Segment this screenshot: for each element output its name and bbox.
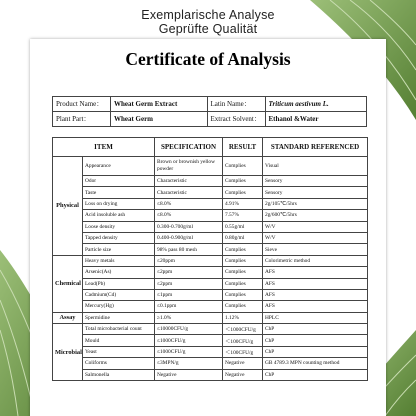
latin-name-label: Latin Name： xyxy=(207,97,265,112)
category-chemical: Chemical xyxy=(53,255,83,312)
row-item: Spermidine xyxy=(83,312,155,323)
row-result: Complies xyxy=(223,255,263,266)
plant-part-value: Wheat Germ xyxy=(110,112,207,127)
category-assay: Assay xyxy=(53,312,83,323)
row-result: ＜100CFU/g xyxy=(223,346,263,357)
row-standard: Colorimetric method xyxy=(263,255,368,266)
row-spec: ≤2ppm xyxy=(155,278,223,289)
header-line-2: Geprüfte Qualität xyxy=(158,22,258,36)
header-specification: SPECIFICATION xyxy=(155,138,223,157)
row-standard: HPLC xyxy=(263,312,368,323)
table-row xyxy=(53,210,368,221)
row-standard: Sieve xyxy=(263,244,368,255)
row-standard: Sensory xyxy=(263,176,368,187)
row-result: ＜100CFU/g xyxy=(223,335,263,346)
row-item: Lead(Pb) xyxy=(83,278,155,289)
table-row xyxy=(53,232,368,243)
table-row xyxy=(53,358,368,369)
row-standard: AFS xyxy=(263,301,368,312)
row-standard: ChP xyxy=(263,346,368,357)
extract-solvent-value: Ethanol &Water xyxy=(265,112,366,127)
row-standard: AFS xyxy=(263,289,368,300)
row-standard: ChP xyxy=(263,335,368,346)
table-row xyxy=(53,187,368,198)
row-result: Complies xyxy=(223,244,263,255)
table-row xyxy=(53,221,368,232)
row-result: Complies xyxy=(223,267,263,278)
row-standard: 2g/600℃/5hrs xyxy=(263,210,368,221)
row-spec: 0.400-0.900g/ml xyxy=(155,232,223,243)
row-result: Negative xyxy=(223,358,263,369)
row-item: Salmonella xyxy=(83,369,155,380)
row-spec: ≤10000CFU/g xyxy=(155,324,223,335)
row-standard: GB 4789.3 MPN counting method xyxy=(263,358,368,369)
row-standard: ChP xyxy=(263,369,368,380)
row-spec: Negative xyxy=(155,369,223,380)
row-spec: ≤8.0% xyxy=(155,210,223,221)
table-row xyxy=(53,335,368,346)
category-physical: Physical xyxy=(53,157,83,256)
row-result: Complies xyxy=(223,157,263,176)
row-item: Odor xyxy=(83,176,155,187)
row-standard: ChP xyxy=(263,324,368,335)
row-standard: AFS xyxy=(263,267,368,278)
info-row xyxy=(53,112,367,127)
table-row xyxy=(53,324,368,335)
plant-part-label: Plant Part： xyxy=(53,112,111,127)
row-result: Complies xyxy=(223,187,263,198)
row-standard: Sensory xyxy=(263,187,368,198)
specification-table xyxy=(52,137,368,381)
table-row xyxy=(53,244,368,255)
row-item: Coliforms xyxy=(83,358,155,369)
table-row xyxy=(53,289,368,300)
table-row xyxy=(53,312,368,323)
row-spec: ≤1ppm xyxy=(155,289,223,300)
row-item: Appearance xyxy=(83,157,155,176)
row-spec: Characteristic xyxy=(155,187,223,198)
table-row xyxy=(53,198,368,209)
table-row xyxy=(53,369,368,380)
row-spec: 0.300-0.700g/ml xyxy=(155,221,223,232)
product-name-value: Wheat Germ Extract xyxy=(110,97,207,112)
row-item: Arsenic(As) xyxy=(83,267,155,278)
table-header-row xyxy=(53,138,368,157)
row-item: Loss on drying xyxy=(83,198,155,209)
row-item: Heavy metals xyxy=(83,255,155,266)
row-result: Complies xyxy=(223,176,263,187)
row-item: Mercury(Hg) xyxy=(83,301,155,312)
certificate-sheet xyxy=(30,39,386,416)
row-spec: ≤1000CFU/g xyxy=(155,335,223,346)
row-result: Complies xyxy=(223,289,263,300)
row-item: Mould xyxy=(83,335,155,346)
table-row xyxy=(53,176,368,187)
row-spec: ≤0.1ppm xyxy=(155,301,223,312)
latin-name-value: Triticum aestivum L. xyxy=(265,97,366,112)
table-row xyxy=(53,157,368,176)
row-standard: Visual xyxy=(263,157,368,176)
info-row xyxy=(53,97,367,112)
header-item: ITEM xyxy=(53,138,155,157)
row-spec: 98% pass 80 mesh xyxy=(155,244,223,255)
row-standard: 2g/105℃/5hrs xyxy=(263,198,368,209)
table-row xyxy=(53,267,368,278)
row-result: 0.80g/ml xyxy=(223,232,263,243)
table-row xyxy=(53,301,368,312)
row-result: ＜1000CFU/g xyxy=(223,324,263,335)
row-result: Negative xyxy=(223,369,263,380)
row-item: Acid insoluble ash xyxy=(83,210,155,221)
row-item: Cadmium(Cd) xyxy=(83,289,155,300)
row-result: 7.57% xyxy=(223,210,263,221)
row-standard: W/V xyxy=(263,232,368,243)
header-standard: STANDARD REFERENCED xyxy=(263,138,368,157)
row-standard: W/V xyxy=(263,221,368,232)
row-item: Loose density xyxy=(83,221,155,232)
row-standard: AFS xyxy=(263,278,368,289)
row-spec: ≥1.0% xyxy=(155,312,223,323)
product-name-label: Product Name： xyxy=(53,97,111,112)
row-result: 0.55g/ml xyxy=(223,221,263,232)
row-item: Total microbacterial count xyxy=(83,324,155,335)
row-item: Taste xyxy=(83,187,155,198)
product-info-table xyxy=(52,96,367,127)
row-spec: ≤20ppm xyxy=(155,255,223,266)
row-spec: ≤2ppm xyxy=(155,267,223,278)
row-item: Particle size xyxy=(83,244,155,255)
row-spec: Characteristic xyxy=(155,176,223,187)
row-item: Yeast xyxy=(83,346,155,357)
table-row xyxy=(53,346,368,357)
category-microbial: Microbial xyxy=(53,324,83,381)
header-line-1: Exemplarische Analyse xyxy=(141,8,275,22)
row-result: Complies xyxy=(223,278,263,289)
row-spec: ≤3MPN/g xyxy=(155,358,223,369)
row-result: 1.12% xyxy=(223,312,263,323)
table-row xyxy=(53,255,368,266)
row-result: 4.91% xyxy=(223,198,263,209)
header-result: RESULT xyxy=(223,138,263,157)
row-spec: Brown or brownish yellow powder xyxy=(155,157,223,176)
table-row xyxy=(53,278,368,289)
row-spec: ≤1000CFU/g xyxy=(155,346,223,357)
certificate-title: Certificate of Analysis xyxy=(125,49,291,69)
row-result: Complies xyxy=(223,301,263,312)
row-item: Tapped density xyxy=(83,232,155,243)
extract-solvent-label: Extract Solvent： xyxy=(207,112,265,127)
row-spec: ≤8.0% xyxy=(155,198,223,209)
